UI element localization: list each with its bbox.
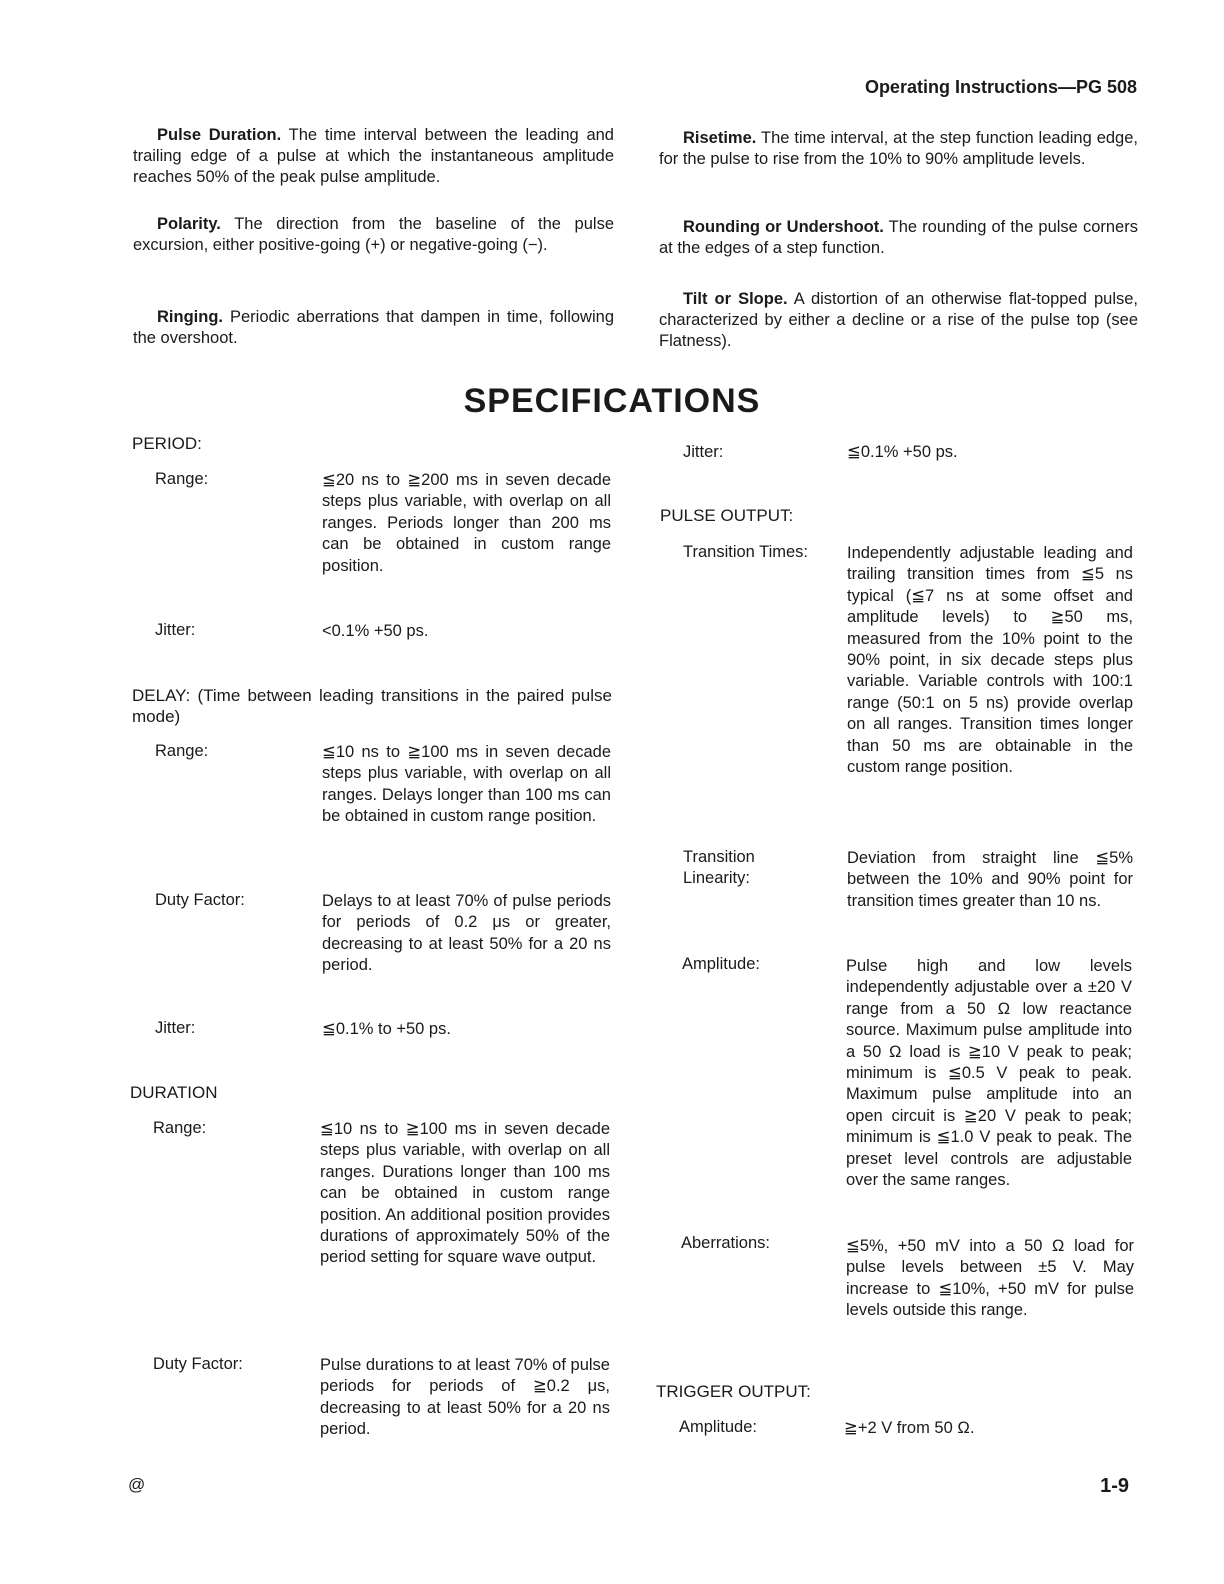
duration-range-value: ≦10 ns to ≧100 ms in seven decade steps plus variable, with overlap on all ranges. Durations longer than 100 ms can be obtained in custom range position. An additional position provides durations of approximately 50% of the period setting for square wave output. (320, 1120, 610, 1267)
duration-duty-factor-label: Duty Factor: (153, 1355, 243, 1373)
term-polarity: Polarity. (157, 215, 221, 233)
definition-text: A distortion of an otherwise flat-topped pulse, characterized by either a decline or a rise of the pulse top (see Flatness). (659, 290, 1138, 350)
definition-text: Periodic aberrations that dampen in time, following the overshoot. (133, 308, 614, 347)
term-pulse-duration: Pulse Duration. (157, 126, 282, 144)
definition-text: The direction from the baseline of the pulse excursion, either positive-going (+) or negative-going (−). (133, 215, 614, 254)
pulse-output-heading: PULSE OUTPUT: (660, 506, 794, 525)
definition-text: The rounding of the pulse corners at the edges of a step function. (659, 218, 1138, 257)
page-number: 1-9 (1100, 1475, 1129, 1497)
trigger-amplitude-value: ≧+2 V from 50 Ω. (844, 1419, 975, 1437)
trigger-amplitude-label: Amplitude: (679, 1418, 757, 1436)
duration-duty-factor-value: Pulse durations to at least 70% of pulse periods for periods of ≧0.2 μs, decreasing to at least 50% for a 20 ns period. (320, 1356, 610, 1439)
definition-pulse-duration (133, 125, 614, 188)
transition-linearity-value: Deviation from straight line ≦5% between the 10% and 90% point for transition times greater than 10 ns. (847, 849, 1133, 910)
definition-ringing (133, 307, 614, 349)
definition-text: The time interval, at the step function leading edge, for the pulse to rise from the 10% to 90% amplitude levels. (659, 129, 1138, 168)
specifications-title: SPECIFICATIONS (463, 382, 761, 420)
period-jitter-label: Jitter: (155, 621, 196, 639)
amplitude-label: Amplitude: (682, 955, 760, 973)
page-header-title: Operating Instructions—PG 508 (864, 77, 1137, 97)
amplitude-value: Pulse high and low levels independently adjustable over a ±20 V range from a 50 Ω low reactance source. Maximum pulse amplitude into a 50 Ω load is ≧10 V peak to peak; minimum is ≦0.5 V peak to peak. Maximum pulse amplitude into an open circuit is ≧20 V peak to peak; minimum is ≦1.0 V peak to peak. The preset level controls are adjustable over the same ranges. (846, 957, 1132, 1190)
term-rounding: Rounding or Undershoot. (683, 218, 884, 236)
period-heading: PERIOD: (132, 434, 202, 453)
term-tilt: Tilt or Slope. (683, 290, 788, 308)
transition-times-label: Transition Times: (683, 543, 809, 561)
definition-text: The time interval between the leading and trailing edge of a pulse at which the instantaneous amplitude reaches 50% of the peak pulse amplitude. (133, 126, 614, 186)
duration-range-label: Range: (153, 1119, 207, 1137)
delay-range-label: Range: (155, 742, 209, 760)
delay-heading: DELAY: (Time between leading transitions in the paired pulse mode) (132, 686, 612, 726)
aberrations-label: Aberrations: (681, 1234, 770, 1252)
delay-jitter-label: Jitter: (155, 1019, 196, 1037)
delay-jitter-value: ≦0.1% to +50 ps. (322, 1020, 451, 1038)
period-jitter-value: <0.1% +50 ps. (322, 622, 429, 640)
period-range-label: Range: (155, 470, 209, 488)
duration-heading: DURATION (130, 1083, 218, 1102)
jitter-label: Jitter: (683, 443, 724, 461)
jitter-value: ≦0.1% +50 ps. (847, 443, 958, 461)
term-ringing: Ringing. (157, 308, 223, 326)
trigger-output-heading: TRIGGER OUTPUT: (656, 1382, 811, 1401)
term-risetime: Risetime. (683, 129, 757, 147)
transition-linearity-label: Transition Linearity: (683, 848, 755, 887)
delay-duty-factor-value: Delays to at least 70% of pulse periods for periods of 0.2 μs or greater, decreasing to at least 50% for a 20 ns period. (322, 892, 611, 975)
definition-polarity (133, 214, 614, 256)
period-range-value: ≦20 ns to ≧200 ms in seven decade steps plus variable, with overlap on all ranges. Periods longer than 200 ms can be obtained in custom range position. (322, 471, 611, 575)
definition-rounding (659, 217, 1138, 259)
definition-tilt (659, 289, 1138, 352)
delay-range-value: ≦10 ns to ≧100 ms in seven decade steps plus variable, with overlap on all ranges. Delays longer than 100 ms can be obtained in custom range position. (322, 743, 611, 826)
aberrations-value: ≦5%, +50 mV into a 50 Ω load for pulse levels between ±5 V. May increase to ≦10%, +50 mV for pulse levels outside this range. (846, 1237, 1134, 1320)
transition-times-value: Independently adjustable leading and trailing transition times from ≦5 ns typical (≦7 ns at some offset and amplitude levels) to ≧50 ms, measured from the 10% point to the 90% point, in six decade steps plus variable. Variable controls with 100:1 range (50:1 on 5 ns) provide overlap on all ranges. Transition times longer than 50 ms are obtainable in the custom range position. (847, 544, 1133, 777)
footer-symbol: @ (128, 1475, 146, 1494)
definition-risetime (659, 128, 1138, 170)
delay-duty-factor-label: Duty Factor: (155, 891, 245, 909)
